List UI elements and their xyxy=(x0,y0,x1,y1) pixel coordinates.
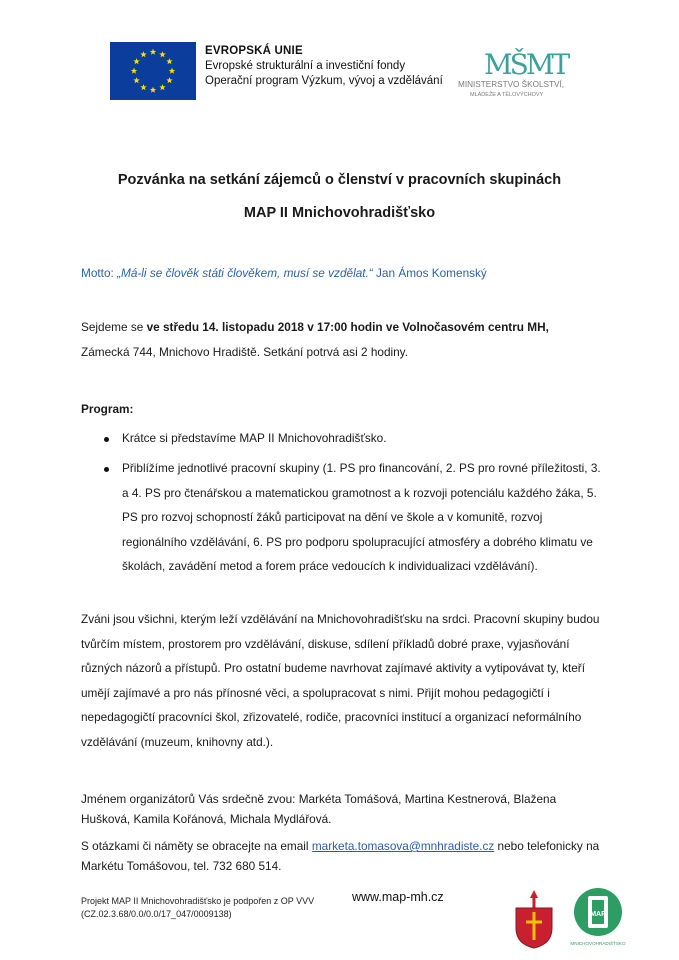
footer-project-note xyxy=(81,895,314,921)
motto-quote: „Má-li se člověk státi člověkem, musí se vzdělat.“ xyxy=(117,266,373,280)
contact-prefix: S otázkami či náměty se obracejte na email xyxy=(81,839,312,853)
program-heading: Program: xyxy=(81,402,134,416)
document-title: Pozvánka na setkání zájemců o členství v pracovních skupinách xyxy=(117,172,562,188)
footer-line1: Projekt MAP II Mnichovohradišťsko je podpořen z OP VVV xyxy=(81,896,315,906)
contact-suffix: nebo telefonicky na Markétu Tomášovou, tel. 732 680 514. xyxy=(81,839,600,873)
msmt-logo xyxy=(456,40,576,100)
invitation-paragraph: Zváni jsou všichni, kterým leží vzdělávání na Mnichovohradišťsku na srdci. Pracovní skupiny budou tvůrčím místem, prostorem pro vzdělávání, diskuse, sdílení příkladů dobré praxe, vyjasňování různých názorů a přístupů. Pro ostatní budeme navrhovat zajímavé aktivity a vytipovávat ty, kteří umějí zajímavé a pro nás přínosné věci, a spolupracovat s nimi. Přijít mohou pedagogičtí i nepedagogičtí pracovníci škol, zřizovatelé, rodiče, pracovníci institucí a organizací neformálního vzdělávání (muzeum, knihovny atd.). xyxy=(81,612,600,749)
msmt-mark: MŠMT xyxy=(484,48,568,81)
map-logo-caption: MNICHOVOHRADIŠŤSKO xyxy=(570,941,626,946)
website-link[interactable]: www.map-mh.cz xyxy=(352,890,444,904)
meeting-line2: Zámecká 744, Mnichovo Hradiště. Setkání potrvá asi 2 hodiny. xyxy=(81,345,408,359)
contact-paragraph xyxy=(81,836,606,876)
bullet-dot xyxy=(104,467,109,472)
eu-flag-logo xyxy=(110,42,196,100)
email-link[interactable]: marketa.tomasova@mnhradiste.cz xyxy=(311,839,495,853)
meeting-prefix: Sejdeme se xyxy=(81,320,147,334)
eu-title: EVROPSKÁ UNIE xyxy=(205,45,303,57)
bullet-dot xyxy=(104,437,109,442)
eu-text-block xyxy=(205,44,443,89)
eu-funds-line: Evropské strukturální a investiční fondy xyxy=(205,60,406,72)
msmt-line1: MINISTERSTVO ŠKOLSTVÍ, xyxy=(458,80,565,89)
eu-programme-line: Operační program Výzkum, vývoj a vzdělávání xyxy=(205,75,443,87)
document-subtitle: MAP II Mnichovohradišťsko xyxy=(243,205,436,221)
footer-registration: (CZ.02.3.68/0.0/0.0/17_047/0009138) xyxy=(81,909,232,919)
motto-label: Motto: xyxy=(81,266,118,280)
program-item-1: Krátce si představíme MAP II Mnichovohradišťsko. xyxy=(122,431,387,445)
msmt-line2: MLÁDEŽE A TĚLOVÝCHOVY xyxy=(470,92,544,98)
motto xyxy=(81,265,487,281)
meeting-line1 xyxy=(81,319,549,335)
map-logo-text: MAP xyxy=(590,911,606,918)
motto-author: Jan Ámos Komenský xyxy=(372,266,487,280)
organizers-paragraph: Jménem organizátorů Vás srdečně zvou: Markéta Tomášová, Martina Kestnerová, Blažena Hušková, Kamila Kořánová, Michala Mydlářová. xyxy=(81,792,557,826)
map-mh-logo xyxy=(570,886,626,948)
town-crest-logo xyxy=(512,888,556,950)
program-item-2: Přiblížíme jednotlivé pracovní skupiny (1. PS pro financování, 2. PS pro rovné příležitosti, 3. a 4. PS pro čtenářskou a matematickou gramotnost a k rozvoji potenciálu každého žáka, 5. PS pro rozvoj schopností žáků participovat na dění ve škole a v komunitě, rozvoj regionálního vzdělávání, 6. PS pro podporu spolupracující atmosféry a dobrého klimatu ve školách, zavádění metod a forem práce vedoucích k individualizaci vzdělávání). xyxy=(122,461,601,573)
meeting-datetime: ve středu 14. listopadu 2018 v 17:00 hodin ve Volnočasovém centru MH, xyxy=(146,320,549,334)
